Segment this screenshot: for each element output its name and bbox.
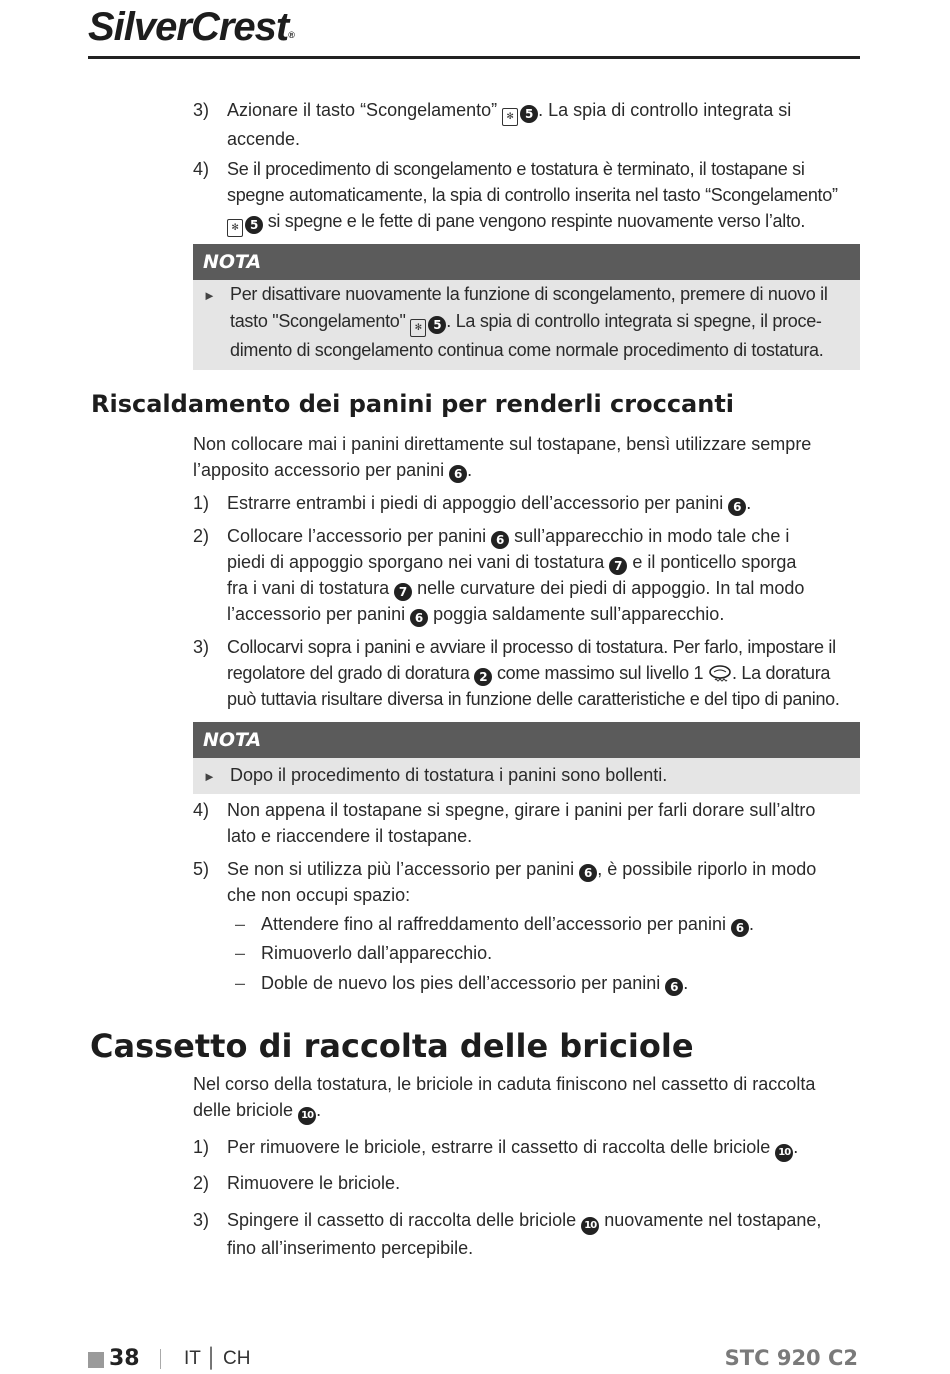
bun-toasting-icon [708, 665, 732, 683]
ref-number: 5 [428, 316, 446, 334]
step-3-toast-rolls: 3) Collocarvi sopra i panini e avviare il processo di tostatura. Per farlo, impostare il regolatore del grado di doratura 2 come massimo sul livello 1 . La doratura può tuttavia risultare diversa in funzione delle caratteristiche e del tipo di panino. [193, 637, 840, 709]
arrow-bullet-icon: ► [203, 288, 216, 303]
footer-divider [160, 1349, 161, 1369]
chapter-heading: Cassetto di raccolta delle briciole [90, 1027, 694, 1065]
ref-number: 6 [731, 919, 749, 937]
ref-number: 5 [245, 216, 263, 234]
section-heading: Riscaldamento dei panini per renderli croccanti [91, 390, 735, 418]
intro-paragraph: Non collocare mai i panini direttamente sul tostapane, bensì utilizzare sempre l’apposito accessorio per panini 6 . [193, 434, 812, 481]
ref-number: 10 [298, 1107, 316, 1125]
ref-number: 10 [775, 1144, 793, 1162]
step-2-discard-crumbs: 2) Rimuovere le briciole. [193, 1173, 401, 1193]
model-number: STC 920 C2 [724, 1346, 858, 1370]
header-rule [88, 56, 860, 59]
note-body: ► Dopo il procedimento di tostatura i panini sono bollenti. [193, 758, 860, 794]
ref-number: 6 [491, 531, 509, 549]
ref-number: 10 [581, 1217, 599, 1235]
sub-item: – Doble de nuevo los pies dell’accessorio per panini 6 . [235, 973, 689, 994]
step-3-reinsert-tray: 3) Spingere il cassetto di raccolta delle briciole 10 nuovamente nel tostapane, fino all’inserimento percepibile. [193, 1210, 822, 1258]
note-title: NOTA [193, 722, 860, 758]
step-1-remove-feet: 1) Estrarre entrambi i piedi di appoggio dell’accessorio per panini 6 . [193, 493, 752, 514]
intro-paragraph: Nel corso della tostatura, le briciole in caduta finiscono nel cassetto di raccolta delle briciole 10 . [193, 1071, 853, 1125]
page-number: 38 [109, 1346, 140, 1371]
ref-number: 2 [474, 668, 492, 686]
defrost-icon: ✻ [227, 219, 243, 237]
note-title: NOTA [193, 244, 860, 280]
step-4-flip-rolls: 4) Non appena il tostapane si spegne, girare i panini per farli dorare sull’altro lato e riaccendere il tostapane. [193, 800, 816, 846]
ref-number: 7 [609, 557, 627, 575]
note-body: ► Per disattivare nuovamente la funzione di scongelamento, premere di nuovo il tasto "Scongelamento" ✻ 5 . La spia di controllo integrata si spegne, il proce- dimento di scongelamento continua come normale procedimento di tostatura. [193, 280, 860, 370]
ref-number: 6 [728, 498, 746, 516]
sub-item: – Attendere fino al raffreddamento dell’accessorio per panini 6 . [235, 914, 754, 935]
page-marker [88, 1352, 104, 1368]
note-box-defrost [193, 244, 860, 370]
ref-number: 7 [394, 583, 412, 601]
brand-logo: SilverCrest® [88, 5, 294, 49]
ref-number: 6 [410, 609, 428, 627]
step-3-defrost: 3) Azionare il tasto “Scongelamento” ✻ 5 . La spia di controllo integrata si accende. [193, 100, 792, 149]
defrost-icon: ✻ [410, 319, 426, 337]
step-2-place-accessory: 2) Collocare l’accessorio per panini 6 sull’apparecchio in modo tale che i piedi di appoggio sporgano nei vani di tostatura 7 e il ponticello sporga fra i vani di tostatura 7 nelle curvature dei piedi di appoggio. In tal modo l’accessorio per panini 6 poggia saldamente sull’apparecchio. [193, 526, 805, 625]
note-box-hot-rolls [193, 722, 860, 794]
defrost-icon: ✻ [502, 108, 518, 126]
sub-item: – Rimuoverlo dall’apparecchio. [235, 943, 493, 963]
step-1-remove-crumbs: 1) Per rimuovere le briciole, estrarre il cassetto di raccolta delle briciole 10 . [193, 1134, 873, 1160]
ref-number: 6 [665, 978, 683, 996]
language-label: IT │ CH [184, 1348, 251, 1369]
arrow-bullet-icon: ► [203, 769, 216, 784]
ref-number: 5 [520, 105, 538, 123]
ref-number: 6 [449, 465, 467, 483]
step-4-defrost-end: 4) Se il procedimento di scongelamento e tostatura è terminato, il tostapane si spegne automaticamente, la spia di controllo inserita nel tasto “Scongelamento” ✻ 5 si spegne e le fette di pane vengono respinte nuovamente verso l’alto. [193, 156, 873, 234]
ref-number: 6 [579, 864, 597, 882]
step-5-store-accessory: 5) Se non si utilizza più l’accessorio per panini 6 , è possibile riporlo in modo che non occupi spazio: [193, 859, 817, 905]
